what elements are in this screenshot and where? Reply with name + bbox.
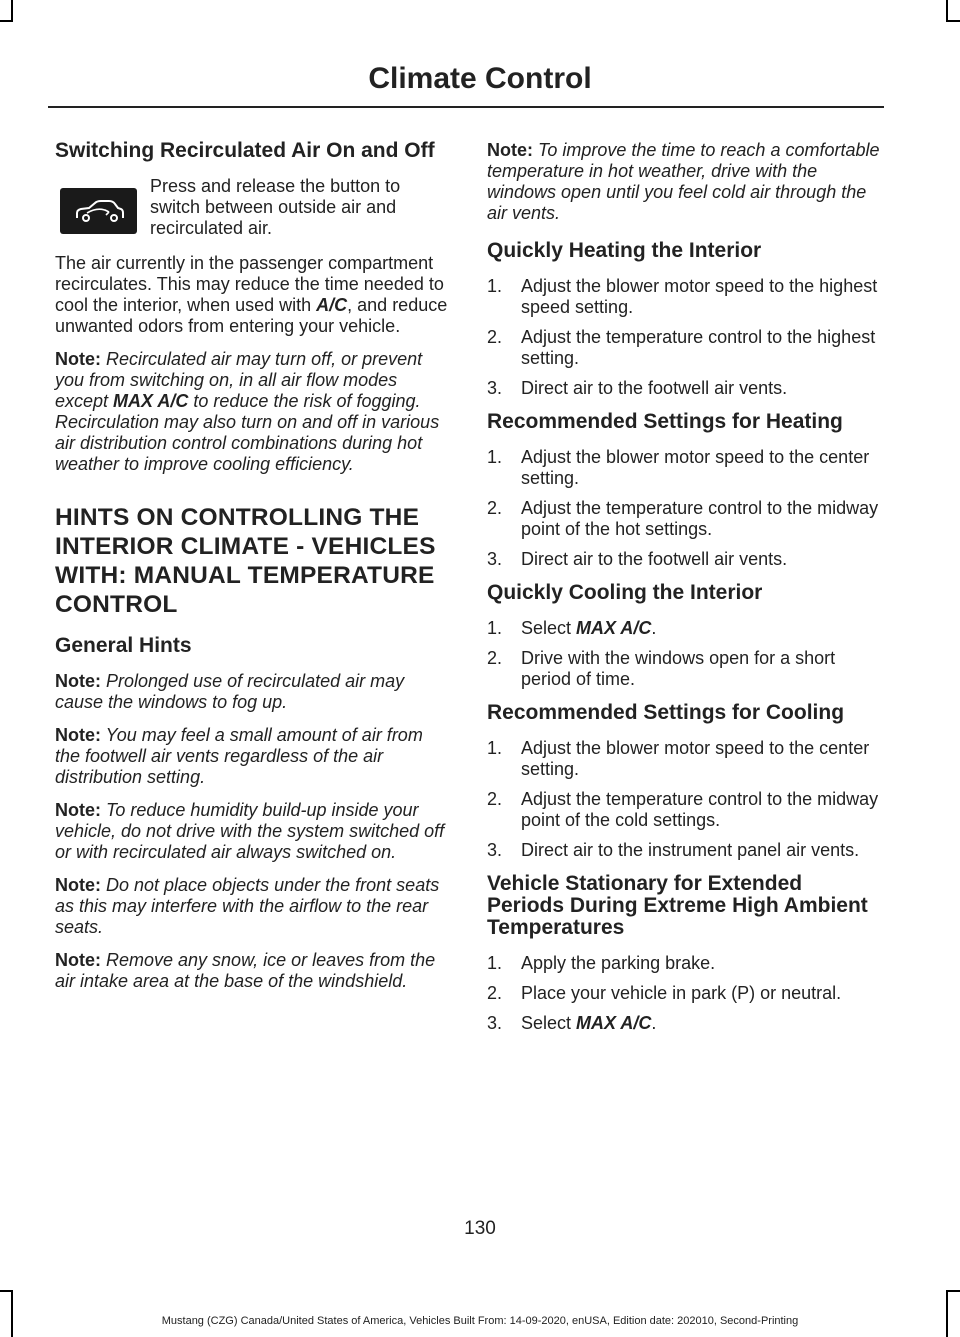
- section-heading-hints: HINTS ON CONTROLLING THE INTERIOR CLIMATE - VEHICLES WITH: MANUAL TEMPERATURE CONTROL: [55, 504, 436, 618]
- document-footer: Mustang (CZG) Canada/United States of America, Vehicles Built From: 14-09-2020, enUSA, Edition date: 202010, Second-Printing: [161, 1315, 799, 1327]
- recirc-icon-row: [55, 176, 450, 239]
- recirculated-air-icon: [60, 188, 137, 234]
- subheading-vehicle-stationary: Vehicle Stationary for Extended Periods During Extreme High Ambient Temperatures: [487, 872, 868, 939]
- list-item: 1. Adjust the blower motor speed to the center setting.: [487, 447, 870, 488]
- list-quick-cooling: [487, 618, 882, 690]
- list-item: 1. Adjust the blower motor speed to the highest speed setting.: [487, 276, 878, 317]
- left-column: [55, 140, 450, 1004]
- note-item: Note: Remove any snow, ice or leaves from the air intake area at the base of the windshield.: [55, 950, 436, 991]
- note-item: Note: Do not place objects under the front seats as this may interfere with the airflow to the rear seats.: [55, 875, 440, 937]
- recirc-instruction: Press and release the button to switch between outside air and recirculated air.: [150, 176, 401, 238]
- crop-mark: [946, 20, 960, 22]
- subheading-recommended-heating: Recommended Settings for Heating: [487, 410, 843, 433]
- list-item: 1. Select MAX A/C.: [487, 618, 657, 638]
- list-quick-heating: [487, 276, 882, 399]
- list-item: 3. Select MAX A/C.: [487, 1013, 657, 1033]
- header-divider: [48, 106, 884, 108]
- note-recirc: Note: Recirculated air may turn off, or prevent you from switching on, in all air flow modes except MAX A/C to reduce the risk of fogging. Recirculation may also turn on and off in various air distribution control combinations during hot weather to improve cooling efficiency.: [55, 349, 440, 474]
- list-item: 2. Adjust the temperature control to the highest setting.: [487, 327, 876, 368]
- crop-mark: [946, 1290, 948, 1337]
- crop-mark: [0, 20, 13, 22]
- subheading-quick-heating: Quickly Heating the Interior: [487, 239, 762, 262]
- page-title: Climate Control: [368, 62, 592, 95]
- note-item: Note: To reduce humidity build-up inside your vehicle, do not drive with the system switched off or with recirculated air always switched on.: [55, 800, 445, 862]
- list-vehicle-stationary: [487, 953, 882, 1034]
- note-hot-weather: Note: To improve the time to reach a comfortable temperature in hot weather, drive with the windows open until you feel cold air through the air vents.: [487, 140, 880, 223]
- list-recommended-cooling: [487, 738, 882, 861]
- list-item: 2. Adjust the temperature control to the midway point of the hot settings.: [487, 498, 879, 539]
- page-number: 130: [464, 1218, 496, 1239]
- list-item: 2. Adjust the temperature control to the midway point of the cold settings.: [487, 789, 879, 830]
- crop-mark: [11, 1290, 13, 1337]
- list-item: 2. Place your vehicle in park (P) or neutral.: [487, 983, 842, 1003]
- subheading-quick-cooling: Quickly Cooling the Interior: [487, 581, 763, 604]
- list-item: 3. Direct air to the instrument panel air vents.: [487, 840, 860, 860]
- subheading-recommended-cooling: Recommended Settings for Cooling: [487, 701, 845, 724]
- note-item: Note: You may feel a small amount of air from the footwell air vents regardless of the air distribution setting.: [55, 725, 423, 787]
- crop-mark: [946, 0, 948, 22]
- list-item: 1. Adjust the blower motor speed to the center setting.: [487, 738, 870, 779]
- note-item: Note: Prolonged use of recirculated air may cause the windows to fog up.: [55, 671, 405, 712]
- list-recommended-heating: [487, 447, 882, 570]
- crop-mark: [0, 1290, 13, 1292]
- section-heading-recirculated-air: Switching Recirculated Air On and Off: [55, 139, 435, 162]
- list-item: 1. Apply the parking brake.: [487, 953, 716, 973]
- right-column: [487, 140, 882, 1046]
- crop-mark: [946, 1290, 960, 1292]
- recirc-description: The air currently in the passenger compartment recirculates. This may reduce the time needed to cool the interior, when used with A/C, and reduce unwanted odors from entering your vehicle.: [55, 253, 448, 336]
- list-item: 3. Direct air to the footwell air vents.: [487, 378, 788, 398]
- subheading-general-hints: General Hints: [55, 634, 192, 657]
- list-item: 3. Direct air to the footwell air vents.: [487, 549, 788, 569]
- list-item: 2. Drive with the windows open for a short period of time.: [487, 648, 836, 689]
- crop-mark: [11, 0, 13, 22]
